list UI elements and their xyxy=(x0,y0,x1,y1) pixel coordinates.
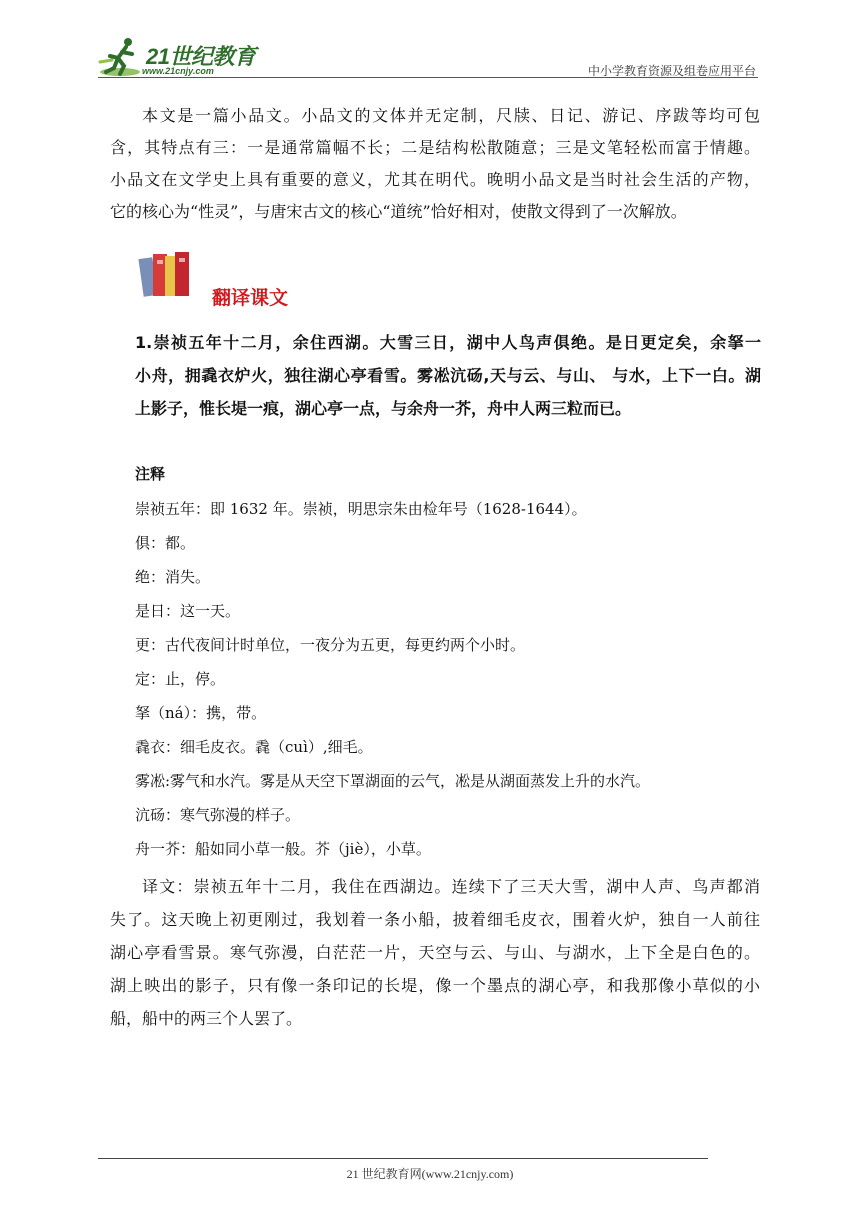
runner-logo-icon xyxy=(98,36,144,80)
note-item: 雾凇:雾气和水汽。雾是从天空下罩湖面的云气，凇是从湖面蒸发上升的水汽。 xyxy=(135,772,651,790)
notes-list xyxy=(135,494,755,868)
intro-paragraph xyxy=(110,100,760,228)
original-passage xyxy=(135,326,761,425)
note-item: 绝：消失。 xyxy=(135,568,211,586)
page-header xyxy=(98,28,758,78)
note-item: 沆砀：寒气弥漫的样子。 xyxy=(135,806,301,824)
notes-title: 注释 xyxy=(135,465,166,483)
site-logo[interactable] xyxy=(98,36,288,80)
note-item: 舟一芥：船如同小草一般。芥（jiè），小草。 xyxy=(135,840,431,858)
intro-line: 小品文在文学史上具有重要的意义，尤其在明代。晚明小品文是当时社会生活的产物， xyxy=(110,170,760,189)
note-item: 毳衣：细毛皮衣。毳（cuì）,细毛。 xyxy=(135,738,373,756)
logo-url: www.21cnjy.com xyxy=(142,66,214,76)
translation-line: 译文：崇祯五年十二月，我住在西湖边。连续下了三天大雪，湖中人声、鸟声都消 xyxy=(142,877,760,896)
logo-name: 21世纪教育 xyxy=(146,44,256,69)
translation-line: 船，船中的两三个人罢了。 xyxy=(110,1009,303,1028)
translation-line: 湖心亭看雪景。寒气弥漫，白茫茫一片，天空与云、与山、与湖水，上下全是白色的。 xyxy=(110,943,760,962)
passage-line: 小舟，拥毳衣炉火，独往湖心亭看雪。雾凇沆砀,天与云、与山、 与水，上下一白。湖 xyxy=(135,366,761,385)
passage-line: 上影子，惟长堤一痕，湖心亭一点，与余舟一芥，舟中人两三粒而已。 xyxy=(135,399,632,418)
note-item: 崇祯五年：即 1632 年。崇祯，明思宗朱由检年号（1628-1644）。 xyxy=(135,500,587,518)
section-title: 翻译课文 xyxy=(212,287,289,309)
translation-line: 湖上映出的影子，只有像一条印记的长堤，像一个墨点的湖心亭，和我那像小草似的小 xyxy=(110,976,760,995)
note-item: 更：古代夜间计时单位，一夜分为五更，每更约两个小时。 xyxy=(135,636,526,654)
translation-paragraph xyxy=(110,870,760,1035)
note-item: 定：止，停。 xyxy=(135,670,226,688)
translation-line: 失了。这天晚上初更刚过，我划着一条小船，披着细毛皮衣，围着火炉，独自一人前往 xyxy=(110,910,760,929)
platform-name: 中小学教育资源及组卷应用平台 xyxy=(587,64,756,78)
intro-line: 它的核心为“性灵”，与唐宋古文的核心“道统”恰好相对，使散文得到了一次解放。 xyxy=(110,202,687,221)
intro-line: 本文是一篇小品文。小品文的文体并无定制，尺牍、日记、游记、序跋等均可包 xyxy=(142,106,760,125)
note-item: 拏（ná）：携，带。 xyxy=(135,704,267,722)
intro-line: 含，其特点有三：一是通常篇幅不长；二是结构松散随意；三是文笔轻松而富于情趣。 xyxy=(110,138,760,157)
passage-line: 1.崇祯五年十二月，余住西湖。大雪三日，湖中人鸟声俱绝。是日更定矣，余拏一 xyxy=(135,333,761,352)
note-item: 是日：这一天。 xyxy=(135,602,241,620)
footer-text[interactable]: 21 世纪教育网(www.21cnjy.com) xyxy=(346,1167,514,1181)
footer-divider xyxy=(98,1158,708,1159)
books-icon xyxy=(137,250,197,300)
header-divider xyxy=(98,77,758,78)
note-item: 俱：都。 xyxy=(135,534,196,552)
